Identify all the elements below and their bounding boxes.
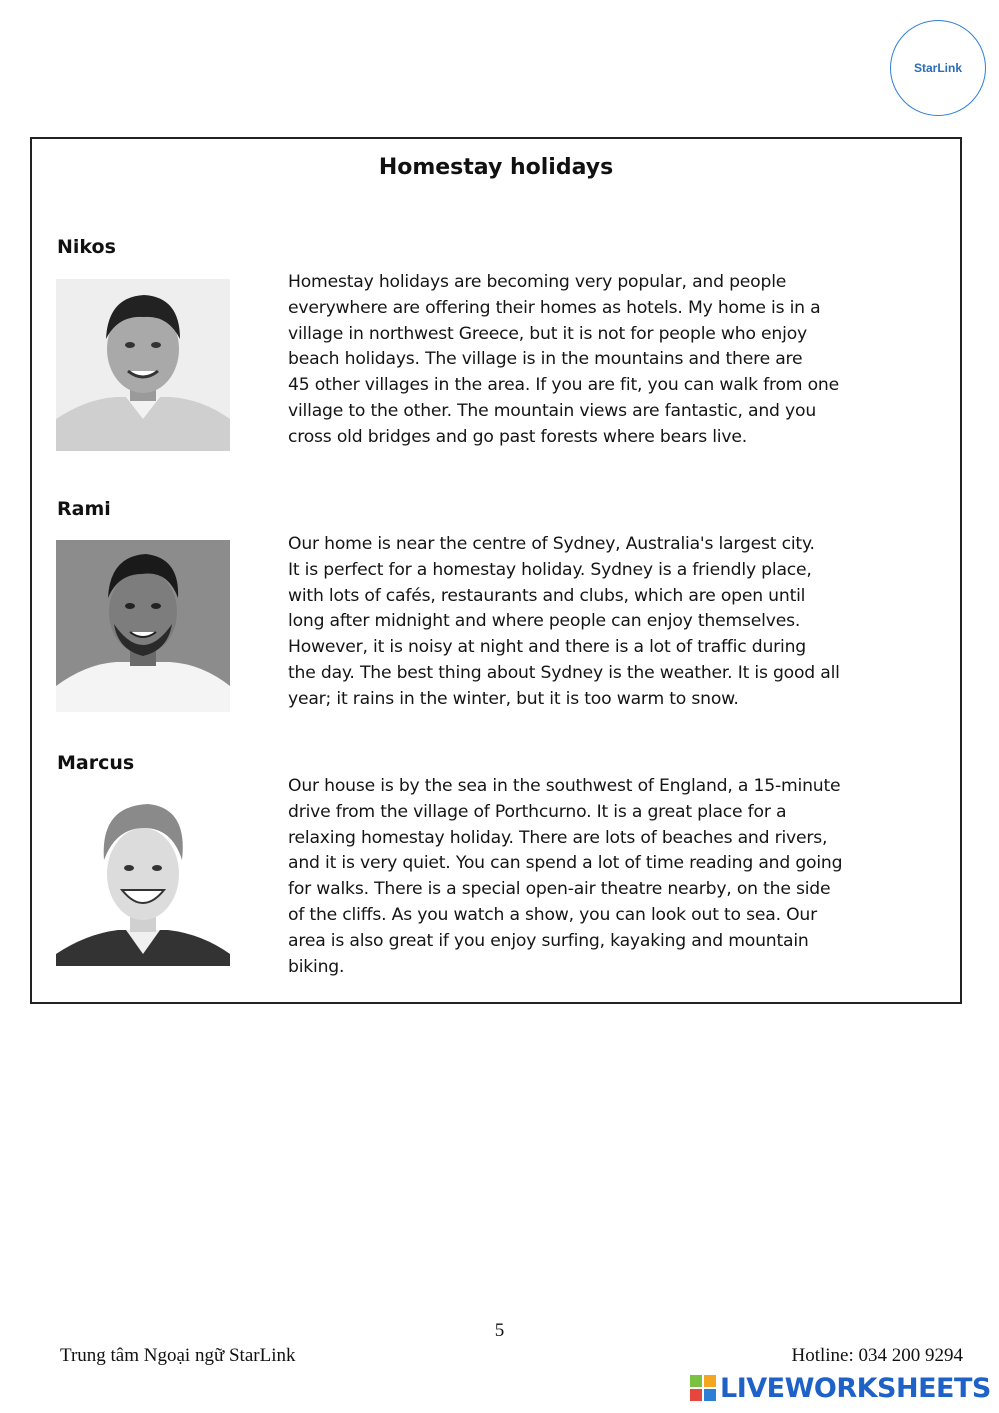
logo-text: StarLink [913,61,962,75]
footer-center-name: Trung tâm Ngoại ngữ StarLink [60,1345,296,1366]
footer-hotline: Hotline: 034 200 9294 [791,1345,963,1366]
article-box [30,137,962,1004]
rami-photo [56,540,230,712]
section-name-nikos: Nikos [57,236,116,258]
page-number: 5 [494,1320,505,1341]
liveworksheets-brand[interactable] [690,1372,991,1404]
liveworksheets-icon [690,1375,716,1401]
starlink-logo [890,20,986,116]
nikos-photo [56,279,230,451]
marcus-photo [56,794,230,966]
section-name-marcus: Marcus [57,752,135,774]
liveworksheets-text: LIVEWORKSHEETS [720,1372,991,1404]
section-text-nikos: Homestay holidays are becoming very popular, and people everywhere are offering their homes as hotels. My home is in a village in northwest Greece, but it is not for people who enjoy beach holidays. The village is in the mountains and there are 45 other villages in the area. If you are fit, you can walk from one village to the other. The mountain views are fantastic, and you cross old bridges and go past forests where bears live. [288,272,839,447]
section-text-rami: Our home is near the centre of Sydney, Australia's largest city. It is perfect for a homestay holiday. Sydney is a friendly place, with lots of cafés, restaurants and clubs, which are open until long after midnight and where people can enjoy themselves. However, it is noisy at night and there is a lot of traffic during the day. The best thing about Sydney is the weather. It is good all year; it rains in the winter, but it is too warm to snow. [288,534,840,709]
article-title: Homestay holidays [378,155,614,180]
section-name-rami: Rami [57,498,111,520]
section-text-marcus: Our house is by the sea in the southwest of England, a 15-minute drive from the village of Porthcurno. It is a great place for a relaxing homestay holiday. There are lots of beaches and rivers, and it is very quiet. You can spend a lot of time reading and going for walks. There is a special open-air theatre nearby, on the side of the cliffs. As you watch a show, you can look out to sea. Our area is also great if you enjoy surfing, kayaking and mountain biking. [288,776,843,977]
